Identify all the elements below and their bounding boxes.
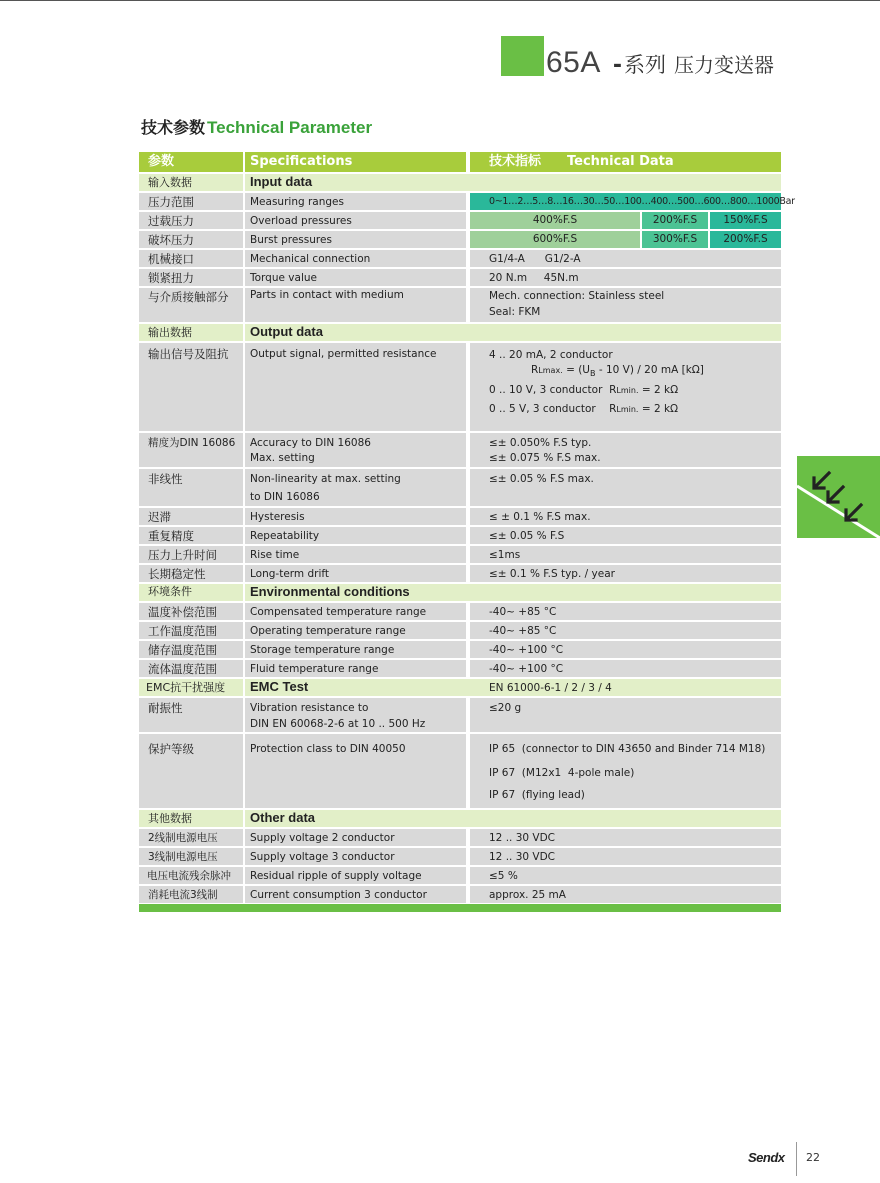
- header-tech-en: Technical Data: [567, 154, 674, 169]
- pressure-arrows-icon: [797, 456, 880, 538]
- table-row: 迟滞 Hysteresis ≤ ± 0.1 % F.S max.: [139, 508, 781, 525]
- header-tech-cn: 技术指标: [489, 154, 542, 169]
- table-row: 2线制电源电压 Supply voltage 2 conductor 12 .. 30 VDC: [139, 829, 781, 846]
- table-row: 流体温度范围 Fluid temperature range -40~ +100 °C: [139, 660, 781, 677]
- table-row: 3线制电源电压 Supply voltage 3 conductor 12 .. 30 VDC: [139, 848, 781, 865]
- table-row: 储存温度范围 Storage temperature range -40~ +100 °C: [139, 641, 781, 658]
- header-series: 系列: [624, 53, 667, 77]
- table-row: 压力范围 Measuring ranges 0~1…2…5…8…16…30…50…100…400…500…600…800…1000Bar: [139, 193, 781, 210]
- table-row: 温度补偿范围 Compensated temperature range -40~ +85 °C: [139, 603, 781, 620]
- footer-separator: [796, 1142, 797, 1176]
- header-accent-square: [501, 36, 544, 76]
- table-row: EMC抗干扰强度 EMC Test EN 61000-6-1 / 2 / 3 / 4: [139, 679, 781, 696]
- header-product: 压力变送器: [674, 53, 775, 77]
- technical-parameter-table: [139, 152, 795, 912]
- header-param: 参数: [148, 154, 175, 169]
- table-row: 消耗电流3线制 Current consumption 3 conductor approx. 25 mA: [139, 886, 781, 903]
- table-row: 长期稳定性 Long-term drift ≤± 0.1 % F.S typ. / year: [139, 565, 781, 582]
- top-rule: [0, 0, 880, 1]
- side-tab: [797, 456, 880, 538]
- table-row: 保护等级 Protection class to DIN 40050 IP 65 (connector to DIN 43650 and Binder 714 M18) IP 67 (M12x1 4-pole male) IP 67 (flying lead): [139, 734, 781, 808]
- table-row: 破坏压力 Burst pressures 600%F.S 300%F.S 200%F.S: [139, 231, 781, 248]
- table-row: 非线性 Non-linearity at max. setting to DIN 16086 ≤± 0.05 % F.S max.: [139, 469, 781, 506]
- page-header: [546, 46, 774, 80]
- table-row: 输出数据 Output data: [139, 324, 781, 341]
- table-row: 输入数据 Input data: [139, 174, 781, 191]
- header-spec: Specifications: [250, 154, 353, 169]
- table-row: 电压电流残余脉冲 Residual ripple of supply voltage ≤5 %: [139, 867, 781, 884]
- table-header-row: [139, 152, 781, 172]
- table-row: 重复精度 Repeatability ≤± 0.05 % F.S: [139, 527, 781, 544]
- page-number: 22: [806, 1151, 820, 1164]
- table-row: 锁紧扭力 Torque value 20 N.m 45N.m: [139, 269, 781, 286]
- section-title-en: Technical Parameter: [207, 118, 373, 137]
- table-row: 其他数据 Other data: [139, 810, 781, 827]
- table-row: 过载压力 Overload pressures 400%F.S 200%F.S 150%F.S: [139, 212, 781, 229]
- table-row: 耐振性 Vibration resistance to DIN EN 60068-2-6 at 10 .. 500 Hz ≤20 g: [139, 698, 781, 732]
- table-bottom-bar: [139, 904, 781, 912]
- table-row: 与介质接触部分 Parts in contact with medium Mech. connection: Stainless steel Seal: FKM: [139, 288, 781, 322]
- table-row: 环境条件 Environmental conditions: [139, 584, 781, 601]
- table-row: 工作温度范围 Operating temperature range -40~ +85 °C: [139, 622, 781, 639]
- section-title-cn: 技术参数: [141, 118, 206, 137]
- table-row: 机械接口 Mechanical connection G1/4-A G1/2-A: [139, 250, 781, 267]
- table-row: 精度为DIN 16086 Accuracy to DIN 16086 Max. setting ≤± 0.050% F.S typ. ≤± 0.075 % F.S max.: [139, 433, 781, 467]
- table-row: 压力上升时间 Rise time ≤1ms: [139, 546, 781, 563]
- header-model: 65A: [546, 46, 601, 79]
- section-title: [141, 115, 372, 138]
- header-dash: -: [612, 53, 623, 78]
- brand-logo: Sendx: [748, 1150, 785, 1165]
- table-row: 输出信号及阻抗 Output signal, permitted resistance 4 .. 20 mA, 2 conductor RLmax. = ($U_B - 10$ V) / 20 mA [kΩ] 0 .. 10 V, 3 conductor RLmin. = 2 kΩ 0 .. 5 V, 3 conductor RLmin. = 2 kΩ: [139, 343, 781, 431]
